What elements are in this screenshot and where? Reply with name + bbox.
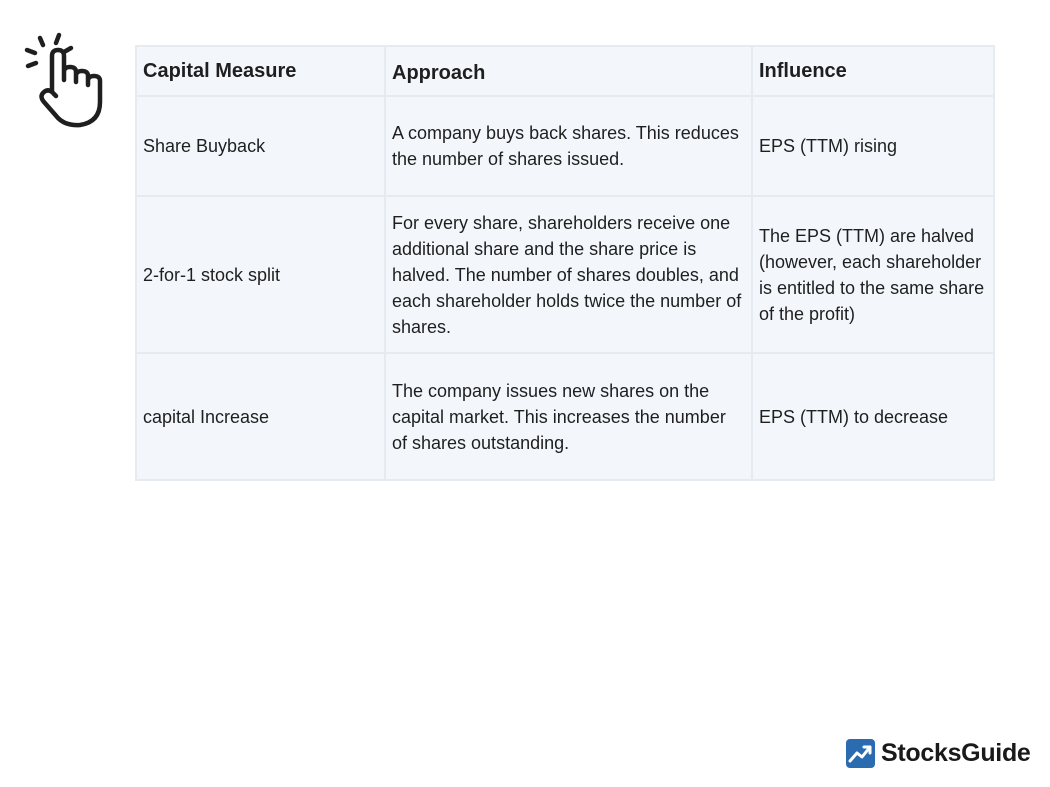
table-row <box>136 196 994 353</box>
logo-text: StocksGuide <box>881 738 1031 767</box>
cell-measure: 2-for-1 stock split <box>136 196 385 353</box>
cell-measure: Share Buyback <box>136 96 385 196</box>
cell-approach: The company issues new shares on the capital market. This increases the number of shares outstanding. <box>385 353 752 480</box>
header-influence: Influence <box>752 46 994 96</box>
header-approach: Approach <box>385 46 752 96</box>
stocksguide-logo <box>846 737 1031 769</box>
capital-measures-table <box>135 45 995 481</box>
cell-influence: The EPS (TTM) are halved (however, each shareholder is entitled to the same share of the profit) <box>752 196 994 353</box>
table-header-row <box>136 46 994 96</box>
header-capital-measure: Capital Measure <box>136 46 385 96</box>
cell-influence: EPS (TTM) to decrease <box>752 353 994 480</box>
table-row <box>136 96 994 196</box>
trend-chart-icon <box>846 739 875 768</box>
table-row <box>136 353 994 480</box>
cell-approach: A company buys back shares. This reduces the number of shares issued. <box>385 96 752 196</box>
cell-influence: EPS (TTM) rising <box>752 96 994 196</box>
cell-approach: For every share, shareholders receive one additional share and the share price is halved. The number of shares doubles, and each shareholder holds twice the number of shares. <box>385 196 752 353</box>
cell-measure: capital Increase <box>136 353 385 480</box>
pointing-hand-click-icon <box>22 30 112 130</box>
